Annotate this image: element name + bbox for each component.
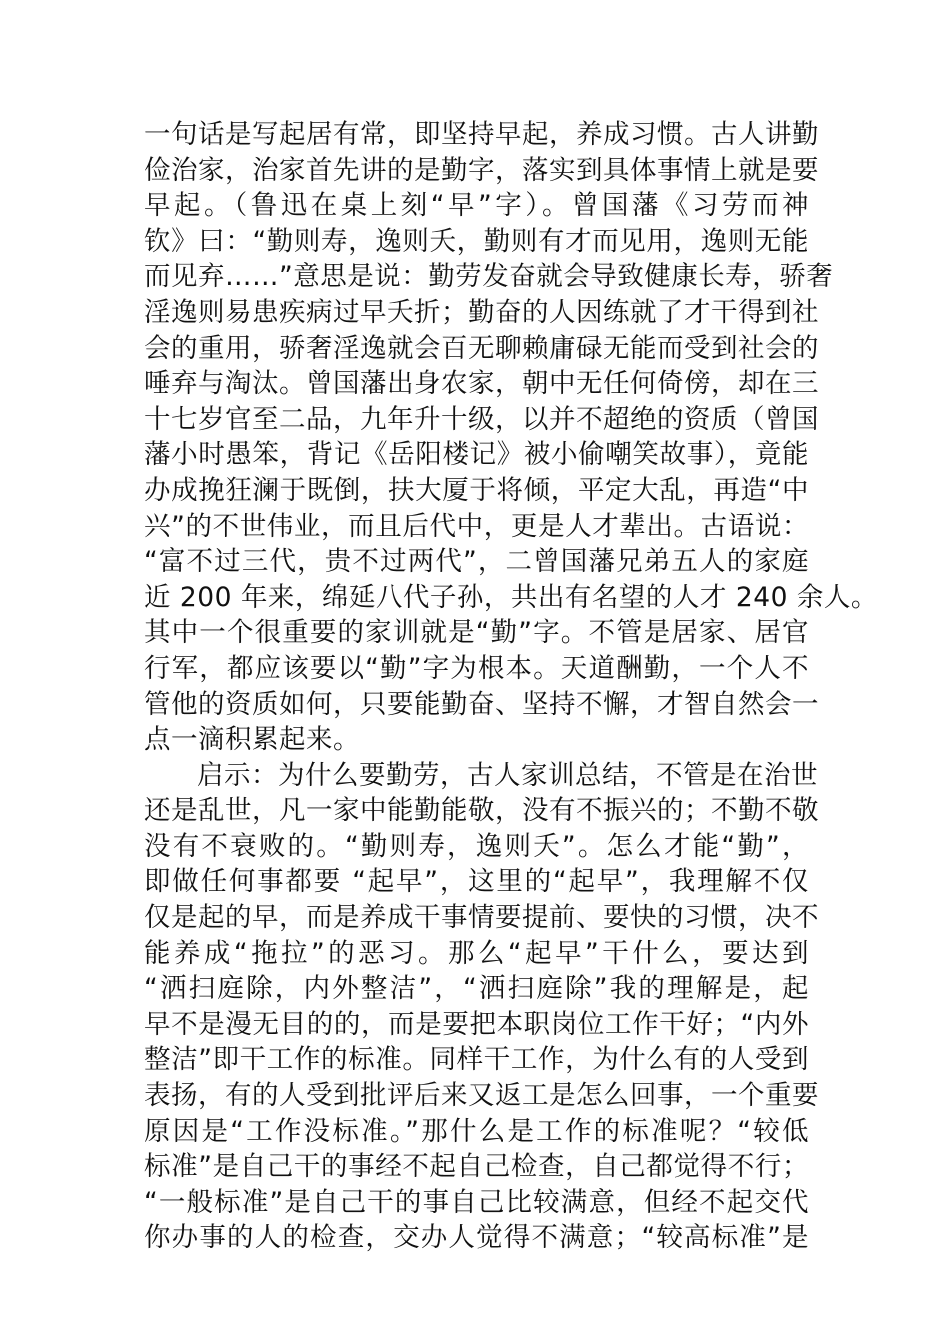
text-line: 早不是漫无目的的，而是要把本职岗位工作干好；“内外 — [144, 1008, 809, 1040]
text-line: 你办事的人的检查，交办人觉得不满意；“较高标准”是 — [144, 1222, 809, 1254]
text-line: “富不过三代，贵不过两代”，二曾国藩兄弟五人的家庭 — [144, 546, 809, 578]
text-line: 原因是“工作没标准。”那什么是工作的标准呢？“较低 — [144, 1115, 809, 1147]
text-line: 整洁”即干工作的标准。同样干工作，为什么有的人受到 — [144, 1044, 809, 1076]
text-line: 启示：为什么要勤劳，古人家训总结，不管是在治世 — [197, 759, 818, 791]
text-line: 办成挽狂澜于既倒，扶大厦于将倾，平定大乱，再造“中 — [144, 474, 809, 506]
text-line: 仅是起的早，而是养成干事情要提前、要快的习惯，决不 — [144, 902, 819, 934]
text-line: 近 200 年来，绵延八代子孙，共出有名望的人才 240 余人。 — [144, 581, 878, 613]
body-text — [144, 117, 878, 1256]
text-line: “洒扫庭除，内外整洁”，“洒扫庭除”我的理解是，起 — [144, 973, 809, 1005]
paragraph-2 — [144, 758, 819, 1256]
text-line: 其中一个很重要的家训就是“勤”字。不管是居家、居官 — [144, 617, 809, 649]
text-line: 俭治家，治家首先讲的是勤字，落实到具体事情上就是要 — [144, 154, 819, 186]
text-line: 兴”的不世伟业，而且后代中，更是人才辈出。古语说： — [144, 510, 809, 542]
text-line: 十七岁官至二品，九年升十级，以并不超绝的资质（曾国 — [144, 403, 819, 435]
text-line: 还是乱世，凡一家中能勤能敬，没有不振兴的；不勤不敬 — [144, 795, 819, 827]
text-line: 而见弃……”意思是说：勤劳发奋就会导致健康长寿，骄奢 — [144, 261, 834, 293]
text-line: 早起。（鲁迅在桌上刻“早”字）。曾国藩《习劳而神 — [144, 190, 809, 222]
text-line: 管他的资质如何，只要能勤奋、坚持不懈，才智自然会一 — [144, 688, 819, 720]
text-line: 唾弃与淘汰。曾国藩出身农家，朝中无任何倚傍，却在三 — [144, 368, 819, 400]
text-line: 表扬，有的人受到批评后来又返工是怎么回事，一个重要 — [144, 1080, 819, 1112]
text-line: 能养成“拖拉”的恶习。那么“起早”干什么，要达到 — [144, 937, 809, 969]
text-line: 淫逸则易患疾病过早夭折；勤奋的人因练就了才干得到社 — [144, 296, 819, 328]
text-line: 藩小时愚笨，背记《岳阳楼记》被小偷嘲笑故事），竟能 — [144, 439, 809, 471]
text-line: 标准”是自己干的事经不起自己检查，自己都觉得不行； — [144, 1151, 809, 1183]
paragraph-1 — [144, 117, 878, 758]
text-line: 一句话是写起居有常，即坚持早起，养成习惯。古人讲勤 — [144, 119, 819, 150]
text-line: 即做任何事都要 “起早”，这里的“起早”，我理解不仅 — [144, 866, 809, 898]
text-line: 会的重用，骄奢淫逸就会百无聊赖庸碌无能而受到社会的 — [144, 332, 819, 364]
text-line: 行军，都应该要以“勤”字为根本。天道酬勤，一个人不 — [144, 652, 809, 684]
text-line: 点一滴积累起来。 — [144, 724, 360, 756]
text-line: “一般标准”是自己干的事自己比较满意，但经不起交代 — [144, 1186, 809, 1218]
text-line: 没有不衰败的。“勤则寿，逸则夭”。怎么才能“勤”， — [144, 830, 809, 862]
text-line: 钦》曰：“勤则寿，逸则夭，勤则有才而见用，逸则无能 — [144, 225, 809, 257]
